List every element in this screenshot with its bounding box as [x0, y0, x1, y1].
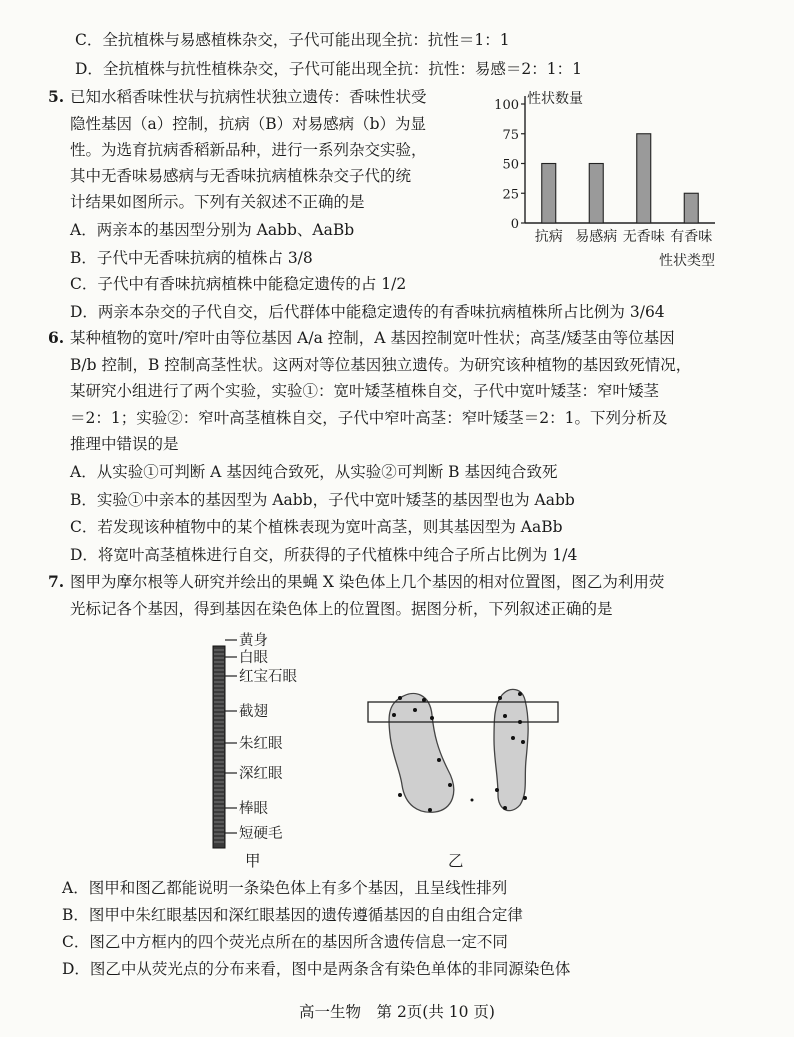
x-category-label: 抗病 — [534, 229, 563, 245]
fluorescent-dot — [430, 716, 434, 720]
x-category-label: 有香味 — [670, 229, 713, 245]
fluorescent-dot — [518, 720, 522, 724]
q7-option-a: A．图甲和图乙都能说明一条染色体上有多个基因，且呈线性排列 — [62, 879, 508, 897]
fluorescent-dot — [503, 806, 507, 810]
gene-label: 棒眼 — [239, 801, 268, 817]
gene-label: 红宝石眼 — [239, 669, 297, 685]
q5-option-a: A．两亲本的基因型分别为 Aabb、AaBb — [70, 221, 355, 239]
fluorescent-dot — [503, 714, 507, 718]
q5-option-b: B．子代中无香味抗病的植株占 3/8 — [70, 249, 313, 267]
q5-stem-line-5: 计结果如图所示。下列有关叙述不正确的是 — [70, 193, 365, 211]
fluorescent-dot — [518, 692, 522, 696]
fluorescent-dot — [437, 758, 441, 762]
fluorescent-dot — [392, 713, 396, 717]
fluorescent-dot — [398, 793, 402, 797]
q6-stem-line-3: 某研究小组进行了两个实验，实验①：宽叶矮茎植株自交，子代中宽叶矮茎：窄叶矮茎 — [70, 382, 660, 400]
fluorescent-dot — [413, 708, 417, 712]
bar — [684, 193, 698, 223]
page-footer: 高一生物 第 2页(共 10 页) — [299, 1003, 495, 1021]
q7-stem-line-2: 光标记各个基因，得到基因在染色体上的位置图。据图分析，下列叙述正确的是 — [70, 600, 613, 618]
fluorescent-dot — [498, 696, 502, 700]
q6-stem-line-5: 推理中错误的是 — [70, 435, 179, 453]
q5-stem-line-1: 已知水稻香味性状与抗病性状独立遗传：香味性状受 — [70, 88, 427, 106]
gene-label: 深红眼 — [239, 766, 283, 782]
chromosome-gene-map — [205, 630, 315, 870]
q5-stem-line-2: 隐性基因（a）控制，抗病（B）对易感病（b）为显 — [70, 115, 427, 133]
q6-stem-line-2: B/b 控制，B 控制高茎性状。这两对等位基因独立遗传。为研究该种植物的基因致死情况， — [70, 356, 692, 374]
fluorescent-dot — [511, 736, 515, 740]
fluorescent-dot — [471, 799, 474, 802]
y-axis-label: 性状数量 — [527, 91, 583, 107]
fluorescent-dot — [428, 808, 432, 812]
q7-stem-line-1: 图甲为摩尔根等人研究并绘出的果蝇 X 染色体上几个基因的相对位置图，图乙为利用荧 — [70, 573, 665, 591]
y-tick-label: 100 — [494, 98, 519, 113]
q7-option-b: B．图甲中朱红眼基因和深红眼基因的遗传遵循基因的自由组合定律 — [62, 906, 523, 924]
q7-option-c: C．图乙中方框内的四个荧光点所在的基因所含遗传信息一定不同 — [62, 933, 508, 951]
q7-option-d: D．图乙中从荧光点的分布来看，图中是两条含有染色单体的非同源染色体 — [62, 960, 571, 978]
q6-stem-line-1: 某种植物的宽叶/窄叶由等位基因 A/a 控制，A 基因控制宽叶性状；高茎/矮茎由等位基因 — [70, 329, 675, 347]
figure-a-label: 甲 — [245, 852, 261, 870]
q5-option-d: D．两亲本杂交的子代自交，后代群体中能稳定遗传的有香味抗病植株所占比例为 3/64 — [70, 303, 665, 321]
q5-option-c: C．子代中有香味抗病植株中能稳定遗传的占 1/2 — [70, 275, 407, 293]
q7-number: 7. — [48, 572, 65, 591]
q5-stem-line-4: 其中无香味易感病与无香味抗病植株杂交子代的统 — [70, 167, 412, 185]
q6-option-c: C．若发现该种植物中的某个植株表现为宽叶高茎，则其基因型为 AaBb — [70, 518, 563, 536]
fluorescent-dot — [448, 783, 452, 787]
q6-option-b: B．实验①中亲本的基因型为 Aabb，子代中宽叶矮茎的基因型也为 Aabb — [70, 491, 575, 509]
q6-number: 6. — [48, 328, 65, 347]
x-category-label: 易感病 — [575, 229, 618, 245]
fluorescent-chromosome-figure — [360, 680, 580, 840]
chromosome-right — [494, 689, 528, 810]
y-tick-label: 25 — [502, 187, 519, 203]
fluorescent-dot — [521, 740, 525, 744]
q5-stem-line-3: 性。为选育抗病香稻新品种，进行一系列杂交实验， — [70, 141, 427, 159]
q4-option-c: C．全抗植株与易感植株杂交，子代可能出现全抗：抗性＝1：1 — [75, 31, 510, 49]
gene-label: 截翅 — [239, 704, 268, 720]
trait-bar-chart — [490, 88, 730, 273]
fluorescent-dot — [495, 788, 499, 792]
q4-option-d: D．全抗植株与抗性植株杂交，子代可能出现全抗：抗性：易感＝2：1：1 — [75, 60, 583, 78]
gene-label: 短硬毛 — [239, 826, 283, 842]
q6-option-d: D．将宽叶高茎植株进行自交，所获得的子代植株中纯合子所占比例为 1/4 — [70, 546, 578, 564]
bar — [589, 164, 603, 224]
q6-option-a: A．从实验①可判断 A 基因纯合致死，从实验②可判断 B 基因纯合致死 — [70, 463, 558, 481]
fluorescent-dot — [523, 796, 527, 800]
fluorescent-dot — [398, 696, 402, 700]
bar — [637, 134, 651, 223]
gene-label: 朱红眼 — [239, 736, 283, 752]
figure-b-label: 乙 — [448, 852, 464, 870]
y-tick-label: 50 — [502, 157, 519, 173]
bar — [542, 164, 556, 224]
x-category-label: 无香味 — [622, 229, 665, 245]
gene-label: 白眼 — [239, 650, 268, 666]
fluorescent-dot — [422, 698, 426, 702]
y-tick-label: 75 — [502, 127, 519, 143]
y-tick-label: 0 — [510, 217, 519, 232]
q5-number: 5. — [48, 87, 65, 106]
x-axis-label: 性状类型 — [659, 253, 715, 269]
q6-stem-line-4: ＝2：1；实验②：窄叶高茎植株自交，子代中窄叶高茎：窄叶矮茎＝2：1。下列分析及 — [70, 409, 668, 427]
gene-label: 黄身 — [239, 633, 268, 649]
